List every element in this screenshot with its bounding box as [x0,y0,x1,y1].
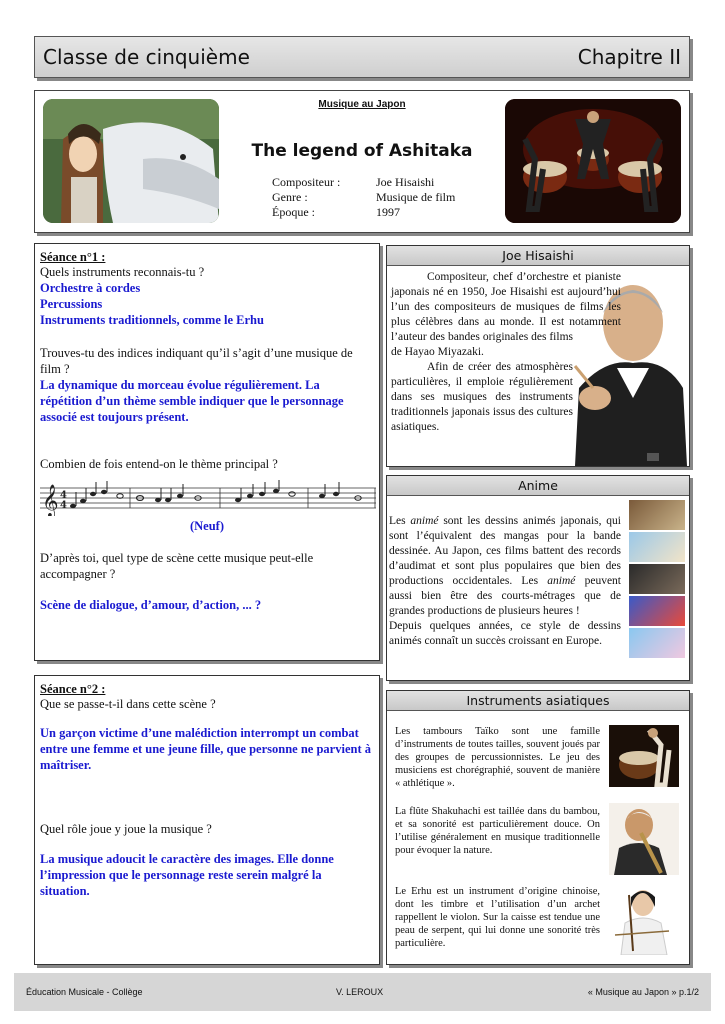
answer: Scène de dialogue, d’amour, d’action, ... ? [40,598,262,612]
svg-text:4: 4 [60,500,67,511]
question: Combien de fois entend-on le thème principal ? [40,457,278,471]
taiko-text: Les tambours Taïko sont une famille d’instruments de toutes tailles, souvent joués par des groupes de percussionnistes. Le jeu des musiciens est chorégraphié, souvent de manière « athlétique ». [395,726,600,789]
seance-1-title: Séance n°1 : [40,250,106,264]
info-row-genre: Genre : Musique de film [272,190,456,204]
hisaishi-bio [391,270,691,435]
footer-left: Éducation Musicale - Collège [26,987,143,997]
shakuhachi-photo [609,803,679,875]
piece-title: The legend of Ashitaka [251,141,473,161]
page-footer [14,973,711,1011]
class-title: Classe de cinquième [43,45,250,69]
answer: La dynamique du morceau évolue régulièrement. La répétition d’un thème semble indiquer que le personnage associé est toujours présent. [40,378,344,424]
princess-mononoke-image [43,99,219,223]
footer-right: « Musique au Japon » p.1/2 [587,987,699,997]
taiko-photo [609,725,679,787]
seance-2-panel [34,675,380,965]
piece-info [272,175,455,220]
seance-1-panel [34,243,380,661]
hisaishi-panel [386,245,690,467]
question: D’après toi, quel type de scène cette musique peut-elle accompagner ? [40,551,314,581]
info-row-epoch: Époque : 1997 [272,205,400,219]
info-row-composer: Compositeur : Joe Hisaishi [272,175,435,189]
answer: Percussions [40,297,103,311]
question: Quel rôle joue y joue la musique ? [40,822,212,836]
anime-paragraph-2: Depuis quelques années, ce style de dessins animés connaît un succès croissant en Europe. [389,620,621,647]
shakuhachi-text: La flûte Shakuhachi est taillée dans du bambou, et sa sonorité est particulièrement douce. On l’utilise généralement en musique traditionnelle pour évoquer la nature. [395,806,600,856]
anime-text [389,514,621,649]
anime-thumbnail [629,500,685,530]
anime-thumbnail [629,564,685,594]
question: Quels instruments reconnais-tu ? [40,265,205,279]
anime-thumbnail [629,596,685,626]
hisaishi-heading: Joe Hisaishi [387,246,689,266]
anime-thumbnail [629,532,685,562]
question: Trouves-tu des indices indiquant qu’il s’agit d’une musique de film ? [40,346,353,376]
instruments-panel [386,690,690,965]
answer: Un garçon victime d’une malédiction interrompt un combat entre une femme et une jeune fille, que personne ne parvient à maîtriser. [40,726,371,772]
intro-subtitle: Musique au Japon [318,99,406,110]
anime-thumbnail [629,628,685,658]
intro-box [34,90,690,233]
svg-text:4: 4 [60,490,67,501]
seance-2-title: Séance n°2 : [40,682,106,696]
instruments-heading: Instruments asiatiques [387,691,689,711]
page-header [34,36,690,78]
footer-center: V. LEROUX [336,987,384,997]
anime-heading: Anime [387,476,689,496]
answer: La musique adoucit le caractère des images. Elle donne l’impression que le personnage reste serein malgré la situation. [40,852,334,898]
music-staff [40,480,374,516]
question: Que se passe-t-il dans cette scène ? [40,697,216,711]
erhu-text: Le Erhu est un instrument d’origine chinoise, dont les timbre et l’utilisation d’un archet rappellent le violon. Sur la caisse est tendue une peau de serpent, qui lui donne une sonorité très particulière. [395,886,600,949]
hisaishi-paragraph-2: Afin de créer des atmosphères particulières, il emploie régulièrement dans ses musiques des instruments traditionnels japonais issus des cultures asiatiques. [391,361,573,433]
answer: Orchestre à cordes [40,281,141,295]
svg-text:𝄞: 𝄞 [42,484,59,516]
taiko-drummers-image [505,99,681,223]
answer: Instruments traditionnels, comme le Erhu [40,313,264,327]
anime-panel [386,475,690,681]
hisaishi-paragraph-1: Compositeur, chef d’orchestre et pianiste japonais né en 1950, Joe Hisaishi est aujourd’hui l’un des compositeurs de musiques de films les plus célèbres dans au monde. Il est notamment l’auteur des bandes originales des films de Hayao Miyazaki. [391,271,621,358]
chapter-title: Chapitre II [577,45,681,69]
anime-paragraph-1: Les animé sont les dessins animés japonais, qui sont l’équivalent des mangas pour la bande dessinée. Au Japon, ces films battent des records d’audimat et sont plus populaires que bien des productions occidentales. Les animé peuvent aussi bien être des courts-métrages que de grandes productions de plusieurs heures ! [389,515,622,617]
answer: (Neuf) [189,519,224,533]
erhu-photo [609,885,679,955]
anime-thumbnails [629,500,685,658]
hisaishi-text [391,270,691,475]
